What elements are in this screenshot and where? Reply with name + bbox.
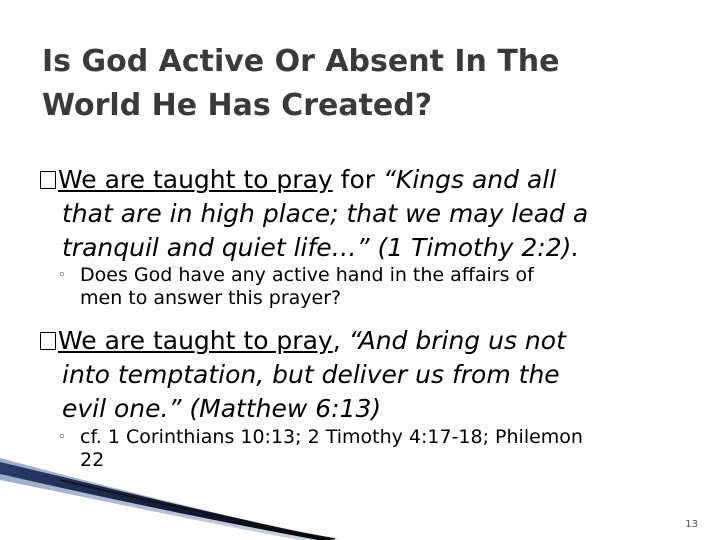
sub-bullet-1-line-2: men to answer this prayer? [80,287,342,309]
bullet-1-lead: We are taught to pray [58,165,333,194]
slide-title [42,40,682,128]
sub-bullet-2-line-1: cf. 1 Corinthians 10:13; 2 Timothy 4:17-18; Philemon [80,426,583,448]
swoosh-band-light [0,458,340,540]
bullet-1 [40,163,690,265]
title-line-2: World He Has Created? [42,88,433,123]
bullet-box-icon [40,332,56,350]
page-number: 13 [685,519,698,530]
bullet-1-plain: for [332,165,383,194]
sub-bullet-circle-icon: ◦ [58,430,66,445]
sub-bullet-2-line-2: 22 [80,449,105,471]
bullet-2-plain: , [332,326,349,355]
bullet-2-quote-3: evil one.” (Matthew 6:13) [62,394,382,423]
bullet-1-quote-2: that are in high place; that we may lead a [62,199,589,228]
sub-bullet-1-line-1: Does God have any active hand in the affairs of [80,264,534,286]
bullet-2-lead: We are taught to pray [58,326,333,355]
bullet-2-quote-2: into temptation, but deliver us from the [62,360,560,389]
sub-bullet-circle-icon: ◦ [58,268,66,283]
title-line-1: Is God Active Or Absent In The [42,44,560,79]
bullet-1-quote-1: “Kings and all [382,165,557,194]
bullet-2-quote-1: “And bring us not [348,326,566,355]
sub-bullet-1 [58,264,698,309]
decorative-swoosh [0,440,720,540]
bullet-1-quote-3: tranquil and quiet life…” (1 Timothy 2:2). [62,233,580,262]
bullet-2 [40,324,690,426]
bullet-box-icon [40,171,56,189]
